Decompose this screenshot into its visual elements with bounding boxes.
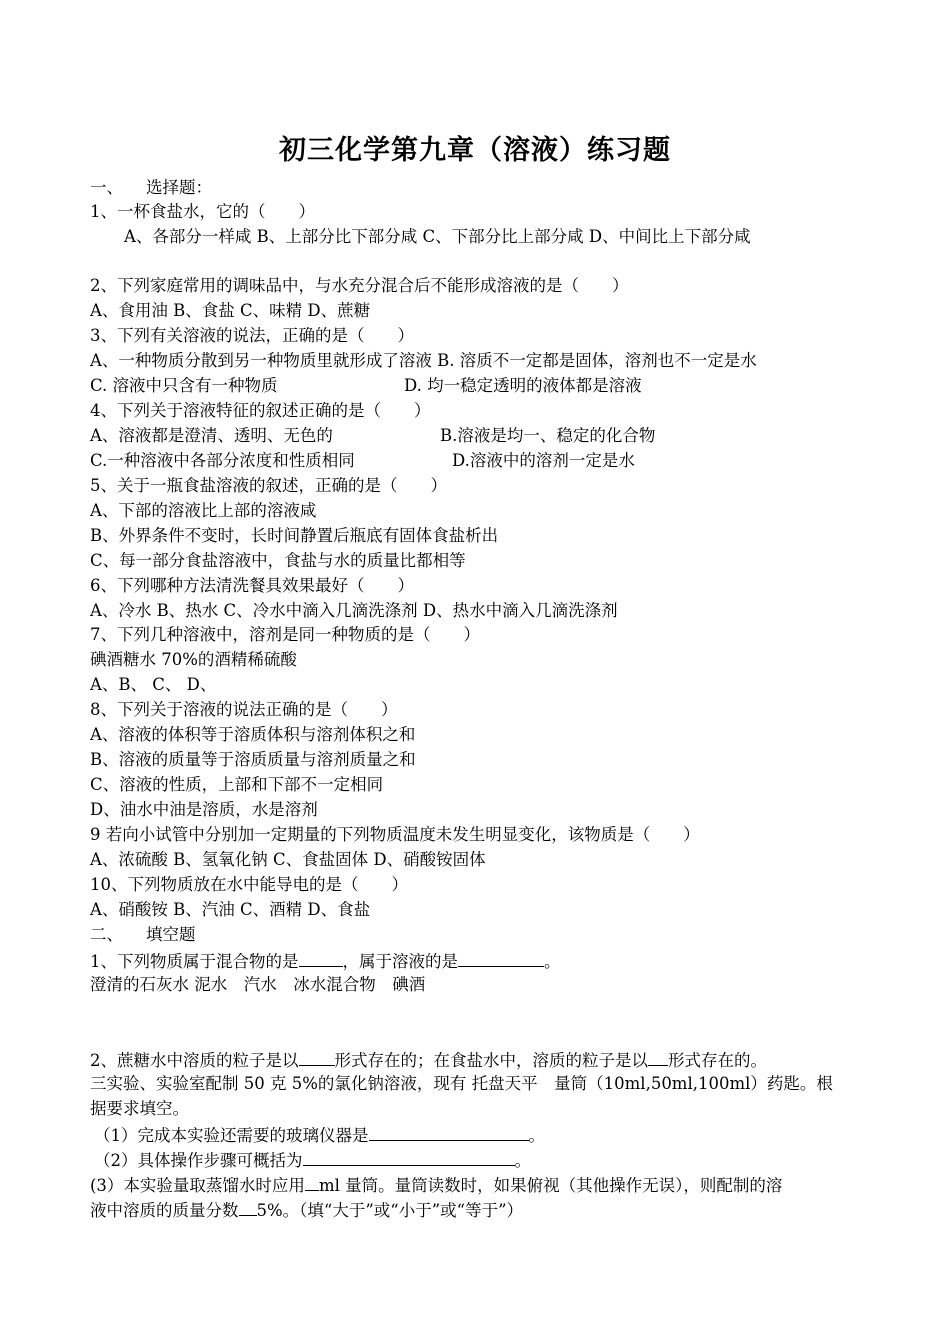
f1-stem: 1、下列物质属于混合物的是 ，属于溶液的是 。: [90, 949, 561, 973]
q9-options: A、浓硫酸 B、氢氧化钠 C、食盐固体 D、硝酸铵固体: [90, 850, 486, 869]
q7-stem: 7、下列几种溶液中，溶剂是同一种物质的是（ ）: [90, 625, 480, 644]
q2-stem: 2、下列家庭常用的调味品中，与水充分混合后不能形成溶液的是（ ）: [90, 276, 629, 295]
answer-blank[interactable]: [299, 949, 343, 967]
q5-option-b: B、外界条件不变时，长时间静置后瓶底有固体食盐析出: [90, 526, 499, 545]
q8-stem: 8、下列关于溶液的说法正确的是（ ）: [90, 700, 398, 719]
q9-stem: 9 若向小试管中分别加一定期量的下列物质温度未发生明显变化，该物质是（ ）: [90, 825, 700, 844]
q3-stem: 3、下列有关溶液的说法，正确的是（ ）: [90, 326, 414, 345]
q5-stem: 5、关于一瓶食盐溶液的叙述，正确的是（ ）: [90, 476, 447, 495]
q3-option-d: D. 均一稳定透明的液体都是溶液: [404, 376, 642, 395]
q4-option-c: C.一种溶液中各部分浓度和性质相同: [90, 451, 355, 470]
q2-options: A、食用油 B、食盐 C、味精 D、蔗糖: [90, 301, 371, 320]
q8-option-c: C、溶液的性质，上部和下部不一定相同: [90, 775, 384, 794]
q7-options: A、B、 C、 D、: [90, 675, 217, 694]
answer-blank[interactable]: [305, 1173, 319, 1191]
f1-items: 澄清的石灰水 泥水 汽水 冰水混合物 碘酒: [90, 975, 426, 994]
experiment-step-1: （1）完成本实验还需要的玻璃仪器是 。: [94, 1123, 545, 1147]
answer-blank[interactable]: [458, 949, 544, 967]
q10-options: A、硝酸铵 B、汽油 C、酒精 D、食盐: [90, 900, 371, 919]
experiment-step-2: （2）具体操作步骤可概括为 。: [94, 1148, 531, 1172]
q6-options: A、冷水 B、热水 C、冷水中滴入几滴洗涤剂 D、热水中滴入几滴洗涤剂: [90, 601, 618, 620]
q3-option-a-b: A、一种物质分散到另一种物质里就形成了溶液 B. 溶质不一定都是固体，溶剂也不一定是水: [90, 351, 757, 370]
q10-stem: 10、下列物质放在水中能导电的是（ ）: [90, 875, 408, 894]
q1-stem: 1、一杯食盐水，它的（ ）: [90, 202, 315, 221]
section-number: 一、: [90, 178, 123, 197]
section-heading-fill: [90, 924, 196, 946]
experiment-intro-line1: 三实验、实验室配制 50 克 5%的氯化钠溶液，现有 托盘天平 量筒（10ml,50ml,100ml）药匙。根: [90, 1074, 833, 1093]
q8-option-a: A、溶液的体积等于溶质体积与溶剂体积之和: [90, 725, 416, 744]
q4-stem: 4、下列关于溶液特征的叙述正确的是（ ）: [90, 401, 431, 420]
q4-option-a: A、溶液都是澄清、透明、无色的: [90, 426, 333, 445]
q1-options: A、各部分一样咸 B、上部分比下部分咸 C、下部分比上部分咸 D、中间比上下部分咸: [124, 227, 751, 246]
answer-blank[interactable]: [299, 1048, 335, 1066]
section-number: 二、: [90, 925, 123, 944]
section-label: 选择题：: [146, 178, 212, 197]
q7-items: 碘酒糖水 70%的酒精稀硫酸: [90, 650, 297, 669]
answer-blank[interactable]: [239, 1198, 257, 1216]
f2-stem: 2、蔗糖水中溶质的粒子是以 形式存在的；在食盐水中，溶质的粒子是以 形式存在的。: [90, 1048, 767, 1072]
experiment-intro-line2: 据要求填空。: [90, 1099, 189, 1118]
page-title: 初三化学第九章（溶液）练习题: [279, 135, 671, 166]
q3-option-c: C. 溶液中只含有一种物质: [90, 376, 278, 395]
q4-option-b: B.溶液是均一、稳定的化合物: [440, 426, 656, 445]
answer-blank[interactable]: [303, 1148, 515, 1166]
q6-stem: 6、下列哪种方法清洗餐具效果最好（ ）: [90, 576, 414, 595]
section-heading-choice: [90, 177, 212, 199]
experiment-step-3-cont: 液中溶质的质量分数 5%。（填“大于”或“小于”或“等于”）: [90, 1198, 523, 1222]
q8-option-d: D、油水中油是溶质，水是溶剂: [90, 800, 318, 819]
answer-blank[interactable]: [648, 1048, 668, 1066]
section-label: 填空题: [146, 925, 196, 944]
q4-option-d: D.溶液中的溶剂一定是水: [452, 451, 635, 470]
experiment-step-3: (3）本实验量取蒸馏水时应用 ml 量筒。量筒读数时，如果俯视（其他操作无误），则配制的溶: [90, 1173, 782, 1197]
answer-blank[interactable]: [369, 1123, 529, 1141]
q8-option-b: B、溶液的质量等于溶质质量与溶剂质量之和: [90, 750, 416, 769]
q5-option-a: A、下部的溶液比上部的溶液咸: [90, 501, 317, 520]
q5-option-c: C、每一部分食盐溶液中，食盐与水的质量比都相等: [90, 551, 466, 570]
